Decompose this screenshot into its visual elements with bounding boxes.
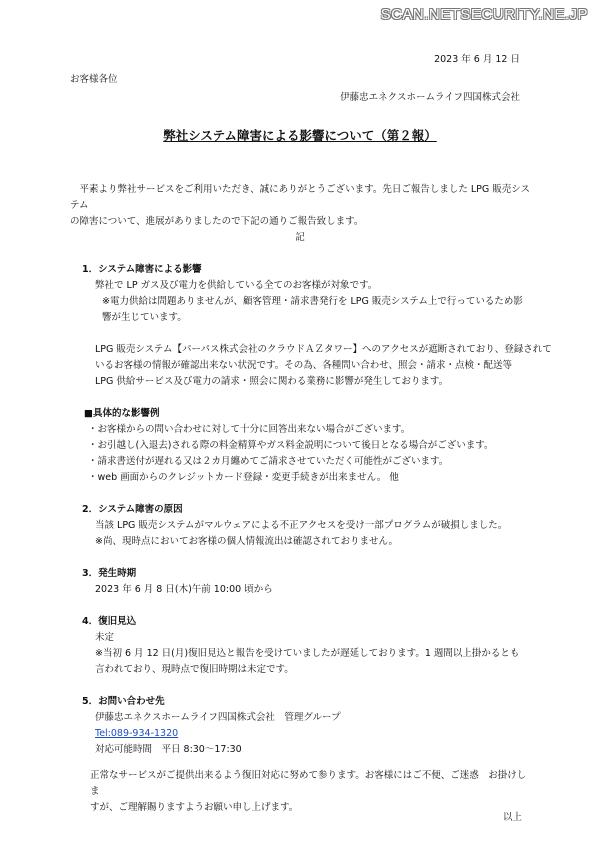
section2-line: ※尚、現時点においてお客様の個人情報流出は確認されておりません。 <box>95 536 399 547</box>
section1-detail: いるお客様の情報が確認出来ない状況です。その為、各種問い合わせ、照会・請求・点検・配送等 <box>95 360 512 371</box>
impact-item: ・お引越し(入退去)される際の料金精算やガス料金説明について後日となる場合がございます。 <box>88 440 494 451</box>
section4-line: 言われており、現時点で復旧時期は未定です。 <box>95 664 294 675</box>
section4-line: 未定 <box>95 632 115 643</box>
ijo-marker: 以上 <box>502 812 522 823</box>
section2-heading: 2．システム障害の原因 <box>82 504 183 515</box>
closing-line: すが、ご理解賜りますようお願い申し上げます。 <box>90 802 299 813</box>
tel-link[interactable]: Tel:089-934-1320 <box>95 728 179 739</box>
intro-paragraph <box>70 182 538 230</box>
section1-line: 弊社で LP ガス及び電力を供給している全てのお客様が対象です。 <box>95 280 378 291</box>
contact-hours: 対応可能時間 平日 8:30～17:30 <box>95 744 242 755</box>
section1-line: ※電力供給は問題ありませんが、顧客管理・請求書発行を LPG 販売システム上で行っているため影 <box>102 296 523 307</box>
section3-line: 2023 年 6 月 8 日(木)午前 10:00 頃から <box>95 584 273 595</box>
document-title: 弊社システム障害による影響について（第２報） <box>163 128 437 143</box>
impacts-heading: ■具体的な影響例 <box>84 408 160 419</box>
impact-item: ・web 画面からのクレジットカード登録・変更手続きが出来ません。 他 <box>88 472 399 483</box>
section1-detail: LPG 販売システム【パーパス株式会社のクラウドＡＺタワー】へのアクセスが遮断されており、登録されて <box>95 344 552 355</box>
document-date: 2023 年 6 月 12 日 <box>434 54 520 65</box>
contact-company: 伊藤忠エネクスホームライフ四国株式会社 管理グループ <box>95 712 341 723</box>
section2-line: 当該 LPG 販売システムがマルウェアによる不正アクセスを受け一部プログラムが破損しました。 <box>95 520 508 531</box>
section4-line: ※当初 6 月 12 日(月)復旧見込と報告を受けていましたが遅延しております。1 週間以上掛かるとも <box>95 648 520 659</box>
section1-line: 響が生じています。 <box>102 312 187 323</box>
watermark: SCAN.NETSECURITY.NE.JP <box>380 6 588 23</box>
closing-paragraph <box>90 768 530 816</box>
intro-line: の障害について、進展がありましたので下記の通りご報告致します。 <box>70 216 364 227</box>
company-name: 伊藤忠エネクスホームライフ四国株式会社 <box>340 92 520 103</box>
section4-heading: 4．復旧見込 <box>82 616 137 627</box>
section1-heading: 1．システム障害による影響 <box>82 264 202 275</box>
addressee: お客様各位 <box>70 74 118 85</box>
impact-item: ・請求書送付が遅れる又は２カ月纏めてご請求させていただく可能性がございます。 <box>88 456 449 467</box>
intro-line: 平素より弊社サービスをご利用いただき、誠にありがとうございます。先日ご報告しました LPG 販売システム <box>70 184 530 211</box>
section5-heading: 5．お問い合わせ先 <box>82 696 165 707</box>
ki-marker: 記 <box>295 232 305 243</box>
closing-line: 正常なサービスがご提供出来るよう復旧対応に努めて参ります。お客様にはご不便、ご迷惑 お掛けしま <box>90 770 527 797</box>
section3-heading: 3．発生時期 <box>82 568 137 579</box>
impact-item: ・お客様からの問い合わせに対して十分に回答出来ない場合がございます。 <box>88 424 411 435</box>
section1-detail: LPG 供給サービス及び電力の請求・照会に関わる業務に影響が発生しております。 <box>95 376 449 387</box>
